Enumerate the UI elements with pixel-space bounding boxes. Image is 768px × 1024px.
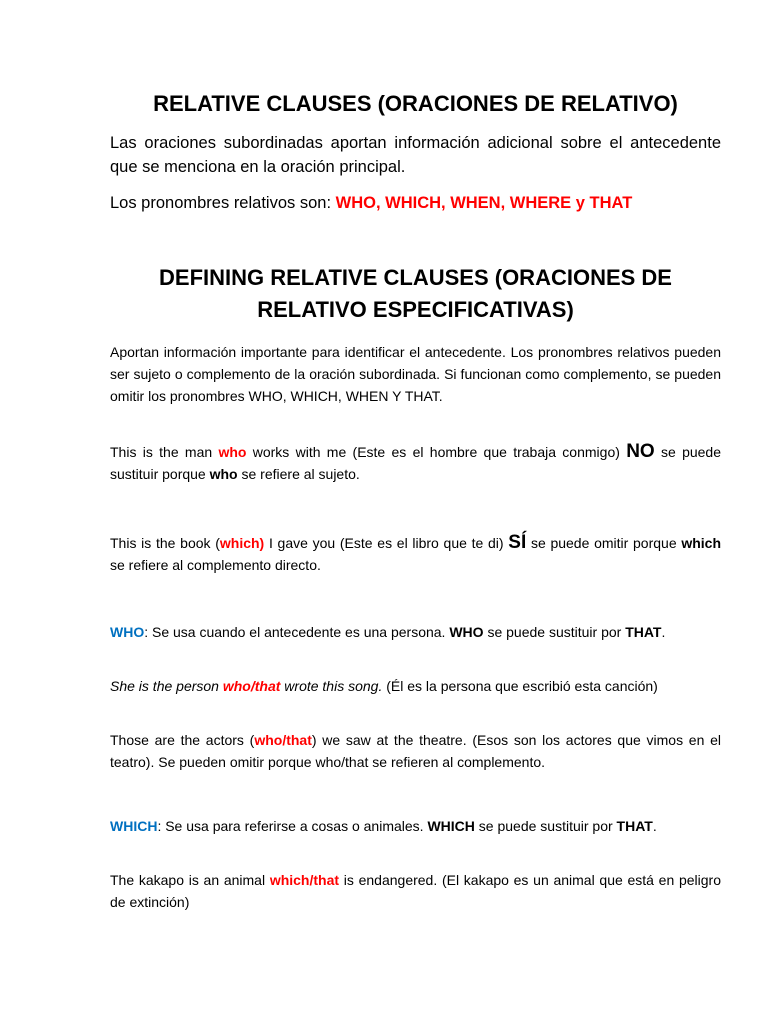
which-example-text-a: The kakapo is an animal bbox=[110, 872, 270, 888]
section-intro-paragraph: Aportan información importante para identificar el antecedente. Los pronombres relativos pueden ser sujeto o complemento de la oración subordinada. Si funcionan como complemento, se pueden omitir los pronombres WHO, WHICH, WHEN Y THAT. bbox=[110, 344, 721, 404]
who-text-b: se puede sustituir por bbox=[483, 624, 626, 640]
example-2-text-c: se puede omitir porque bbox=[526, 535, 682, 551]
who-example-1-keyword: who/that bbox=[222, 678, 281, 694]
who-text-a: : Se usa cuando el antecedente es una persona. bbox=[144, 624, 450, 640]
who-example-2-keyword: who/that bbox=[254, 732, 312, 748]
example-1-keyword-2: who bbox=[209, 466, 238, 482]
example-1-text-a: This is the man bbox=[110, 444, 219, 460]
page-title: RELATIVE CLAUSES (ORACIONES DE RELATIVO) bbox=[153, 91, 678, 116]
example-2-paragraph bbox=[110, 532, 721, 576]
example-1-keyword: who bbox=[218, 444, 247, 460]
example-2-text-b: I gave you (Este es el libro que te di) bbox=[264, 535, 509, 551]
example-1-text-c: se puede sustituir porque bbox=[110, 444, 721, 482]
example-1-paragraph bbox=[110, 441, 721, 485]
who-definition bbox=[110, 621, 721, 643]
which-definition bbox=[110, 815, 721, 837]
who-example-1-translation: (Él es la persona que escribió esta canción) bbox=[382, 678, 658, 694]
pronouns-list: WHO, WHICH, WHEN, WHERE y THAT bbox=[335, 194, 633, 212]
who-keyword-2: THAT bbox=[625, 624, 662, 640]
who-text-c: . bbox=[661, 624, 666, 640]
who-example-2-text-b: ) we saw at the theatre. (Esos son los actores que vimos en el teatro). Se pueden omitir porque who/that se refieren al complemento. bbox=[110, 732, 722, 770]
section-title: DEFINING RELATIVE CLAUSES (ORACIONES DE RELATIVO ESPECIFICATIVAS) bbox=[159, 265, 672, 322]
who-example-1 bbox=[110, 675, 721, 697]
example-2-text-a: This is the book ( bbox=[110, 535, 220, 551]
example-2-keyword: which) bbox=[219, 535, 265, 551]
which-text-c: . bbox=[652, 818, 657, 834]
who-example-2 bbox=[110, 729, 721, 773]
which-label: WHICH bbox=[110, 818, 158, 834]
which-text-a: : Se usa para referirse a cosas o animales. bbox=[157, 818, 428, 834]
who-example-1-text-a: She is the person bbox=[110, 678, 223, 694]
who-example-1-text-b: wrote this song. bbox=[280, 678, 383, 694]
which-keyword: WHICH bbox=[427, 818, 475, 834]
who-label: WHO bbox=[110, 624, 145, 640]
which-text-b: se puede sustituir por bbox=[474, 818, 617, 834]
example-1-text-b: works with me (Este es el hombre que trabaja conmigo) bbox=[246, 444, 627, 460]
pronouns-paragraph bbox=[110, 191, 721, 215]
which-example bbox=[110, 869, 721, 913]
example-2-verdict: SÍ bbox=[508, 532, 527, 553]
which-example-text-b: is endangered. (El kakapo es un animal que está en peligro de extinción) bbox=[110, 872, 721, 910]
who-example-2-text-a: Those are the actors ( bbox=[110, 732, 255, 748]
which-keyword-2: THAT bbox=[616, 818, 653, 834]
example-2-text-d: se refiere al complemento directo. bbox=[110, 557, 321, 573]
pronouns-lead: Los pronombres relativos son: bbox=[110, 194, 336, 212]
intro-paragraph: Las oraciones subordinadas aportan información adicional sobre el antecedente que se menciona en la oración principal. bbox=[110, 134, 721, 176]
example-1-verdict: NO bbox=[626, 441, 655, 462]
who-keyword: WHO bbox=[449, 624, 484, 640]
example-1-text-d: se refiere al sujeto. bbox=[237, 466, 360, 482]
which-example-keyword: which/that bbox=[269, 872, 340, 888]
example-2-keyword-2: which bbox=[681, 535, 721, 551]
